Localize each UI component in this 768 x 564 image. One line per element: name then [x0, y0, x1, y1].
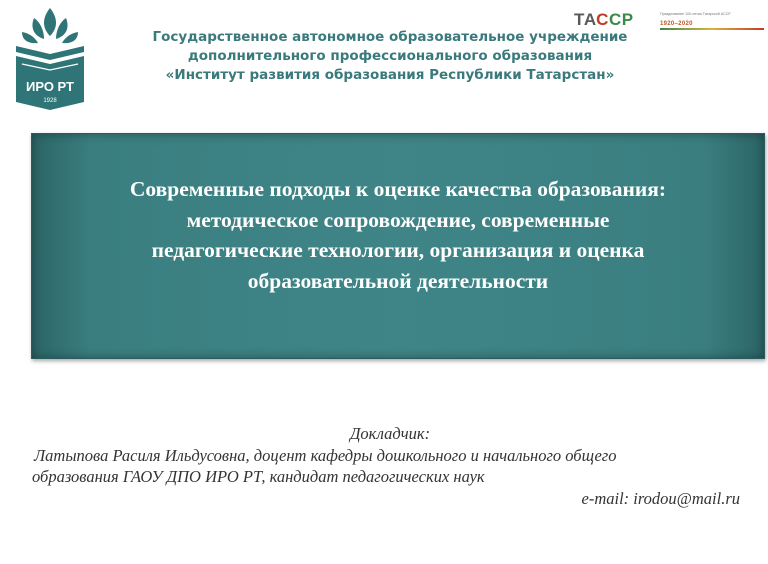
speaker-email: e-mail: irodou@mail.ru: [581, 488, 740, 508]
institution-header: [110, 28, 670, 85]
tassr-wordmark: ТАССР: [574, 10, 634, 29]
title-line-4: образовательной деятельности: [247, 268, 549, 293]
speaker-name-line: Латыпова Расиля Ильдусовна, доцент кафедры дошкольного и начального общего: [34, 445, 617, 465]
iro-rt-logo: [12, 6, 88, 110]
logo-year: 1928: [43, 98, 57, 104]
logo-abbr: ИРО РТ: [25, 79, 75, 94]
tassr-years: 1920–2020: [660, 21, 693, 27]
presentation-title: [52, 174, 744, 296]
tassr-note: Празднование 100-летия Татарской АССР: [660, 12, 731, 16]
header-line-1: Государственное автономное образовательное учреждение: [152, 29, 628, 45]
title-line-3: педагогические технологии, организация и оценка: [151, 238, 645, 262]
tassr-color-bar: [660, 28, 764, 30]
speaker-label: Докладчик:: [349, 424, 431, 443]
title-banner: [31, 133, 765, 359]
title-line-1: Современные подходы к оценке качества образования:: [129, 177, 667, 201]
title-line-2: методическое сопровождение, современные: [186, 207, 610, 232]
speaker-block: [0, 423, 768, 509]
tassr-anniversary-logo: [574, 10, 764, 30]
header-line-2: дополнительного профессионального образования: [187, 48, 593, 64]
header-line-3: «Институт развития образования Республики Татарстан»: [165, 67, 615, 83]
speaker-affiliation-line: образования ГАОУ ДПО ИРО РТ, кандидат педагогических наук: [32, 467, 485, 486]
